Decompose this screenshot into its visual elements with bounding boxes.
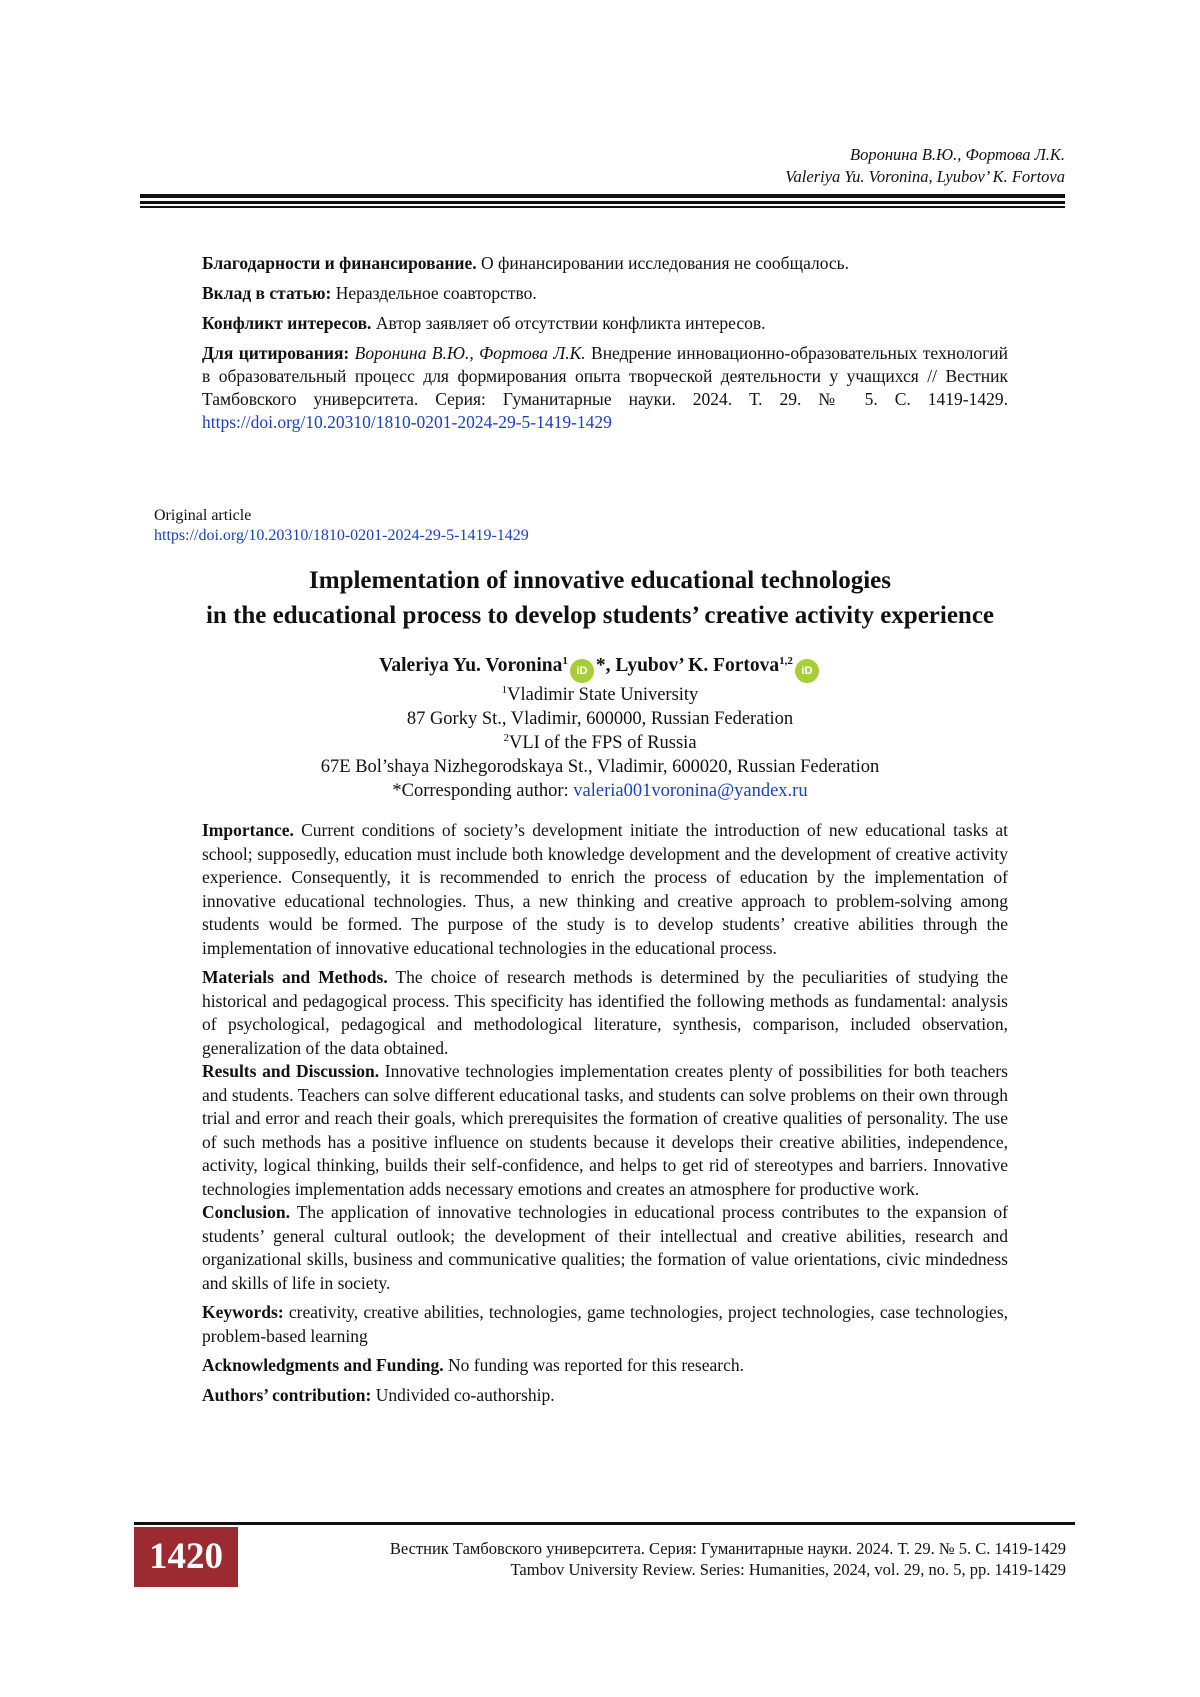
author-names: Valeriya Yu. Voronina$^1$iD *, Lyubov’ K. Fortova$^{1,2}$iD: [100, 652, 1100, 683]
footer-rule: [134, 1522, 1075, 1525]
title-line-1: Implementation of innovative educational technologies: [309, 567, 891, 594]
abstract-conclusion: Conclusion. The application of innovative technologies in educational process contributes to the expansion of students’ general cultural outlook; the development of their intellectual and creative abilities, research and organizational skills, business and communicative qualities; the formation of value orientations, civic mindedness and skills of life in society.: [202, 1202, 1008, 1293]
contribution-ru: Вклад в статью: Нераздельное соавторство.: [202, 283, 537, 303]
citation-doi-link[interactable]: https://doi.org/10.20310/1810-0201-2024-29-5-1419-1429: [202, 412, 612, 432]
affiliation-1-address: 87 Gorky St., Vladimir, 600000, Russian Federation: [406, 709, 794, 729]
citation-ru: Для цитирования: Воронина В.Ю., Фортова Л.К. Внедрение инновационно-образовательных технологий в образовательный процесс для формирования опыта творческой деятельности у учащихся // Вестник Тамбовского университета. Серия: Гуманитарные науки. 2024. Т. 29. № 5. С. 1419-1429. https://doi.org/10.20310/1810-0201-2024-29-5-1419-1429: [202, 343, 1008, 432]
orcid-icon[interactable]: iD: [795, 659, 819, 683]
affiliation-2-address: 67E Bol’shaya Nizhegorodskaya St., Vladimir, 600020, Russian Federation: [320, 757, 880, 777]
running-header-en: Valeriya Yu. Voronina, Lyubov’ K. Fortova: [785, 167, 1065, 186]
affiliation-2: $^2$VLI of the FPS of Russia: [503, 732, 697, 753]
footer-journal: [390, 1538, 1066, 1580]
footer-journal-en: Tambov University Review. Series: Humanities, 2024, vol. 29, no. 5, pp. 1419-1429: [510, 1560, 1066, 1579]
orcid-icon[interactable]: iD: [570, 659, 594, 683]
abstract-results: Results and Discussion. Innovative technologies implementation creates plenty of possibilities for both teachers and students. Teachers can solve different educational tasks, and students can solve problems on their own through trial and error and reach their goals, which prerequisites the formation of creative qualities of personality. The use of such methods has a positive influence on students because it develops their creative abilities, independence, activity, logical thinking, builds their self-confidence, and helps to get rid of stereotypes and barriers. Innovative technologies implementation adds necessary emotions and creates an atmosphere for productive work.: [202, 1061, 1008, 1199]
authors-contribution: Authors’ contribution: Undivided co-authorship.: [202, 1384, 555, 1405]
corresponding-author: *Corresponding author: valeria001voronina@yandex.ru: [392, 781, 808, 801]
russian-info-block: [202, 252, 1008, 441]
affiliation-1: $^1$Vladimir State University: [501, 684, 699, 705]
abstract: [202, 819, 1008, 1407]
article-doi-link[interactable]: https://doi.org/10.20310/1810-0201-2024-29-5-1419-1429: [154, 527, 529, 544]
running-header-ru: Воронина В.Ю., Фортова Л.К.: [850, 145, 1065, 164]
article-meta: [154, 506, 529, 546]
running-header: [785, 144, 1065, 188]
abstract-methods: Materials and Methods. The choice of research methods is determined by the peculiarities of studying the historical and pedagogical process. This specificity has identified the following methods as fundamental: analysis of psychological, pedagogical and methodological literature, synthesis, comparison, included observation, generalization of the data obtained.: [202, 967, 1008, 1058]
funding-ru: Благодарности и финансирование. О финансировании исследования не сообщалось.: [202, 253, 850, 273]
author-block: [100, 652, 1100, 803]
article-title: [100, 563, 1100, 633]
author-1: Valeriya Yu. Voronina: [379, 655, 563, 676]
header-rule: [140, 194, 1065, 208]
article-type: Original article: [154, 507, 252, 524]
acknowledgments: Acknowledgments and Funding. No funding was reported for this research.: [202, 1355, 744, 1375]
conflict-ru: Конфликт интересов. Автор заявляет об отсутствии конфликта интересов.: [202, 313, 766, 333]
author-2: Lyubov’ K. Fortova: [610, 655, 780, 676]
keywords: Keywords: creativity, creative abilities, technologies, game technologies, project technologies, case technologies, problem-based learning: [202, 1302, 1008, 1346]
footer-journal-ru: Вестник Тамбовского университета. Серия: Гуманитарные науки. 2024. Т. 29. № 5. С. 1419-1429: [389, 1539, 1066, 1558]
corresponding-email-link[interactable]: valeria001voronina@yandex.ru: [573, 781, 808, 801]
title-line-2: in the educational process to develop students’ creative activity experience: [205, 602, 995, 629]
page-number: 1420: [134, 1527, 238, 1587]
abstract-importance: Importance. Current conditions of society’s development initiate the introduction of new educational tasks at school; supposedly, education must include both knowledge development and the development of creative activity experience. Consequently, it is recommended to enrich the process of education by the implementation of innovative educational technologies. Thus, a new thinking and creative approach to problem-solving among students would be formed. The purpose of the study is to develop students’ creative abilities through the implementation of innovative educational technologies in the educational process.: [202, 820, 1008, 958]
